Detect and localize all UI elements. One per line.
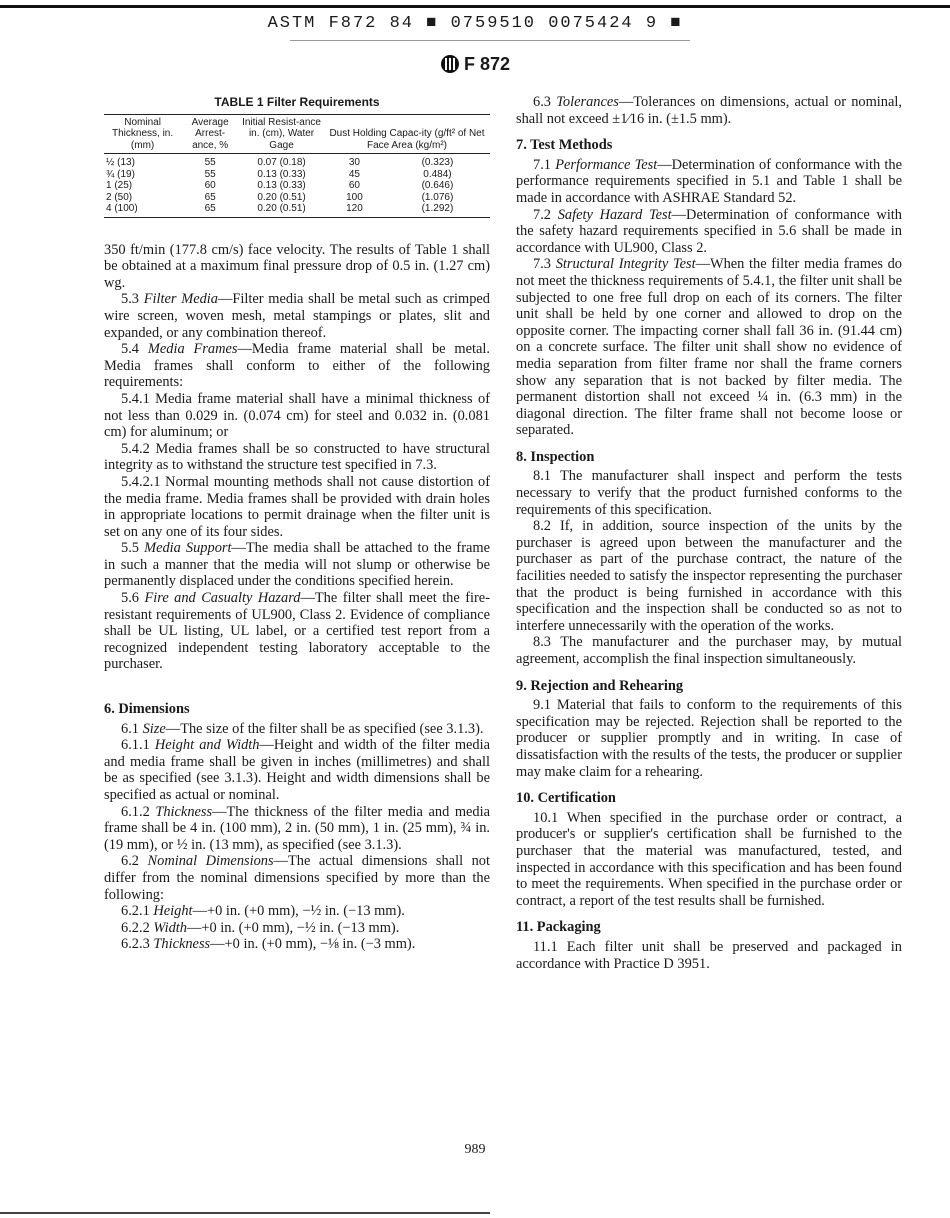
left-column [104,94,490,953]
table-cell: 60 [204,180,216,192]
para-5-5: 5.5 Media Support—The media shall be attached to the frame in such a manner that the media will not slump or otherwise be permanently displaced under the conditions specified herein. [104,540,490,590]
para-6-2-1: 6.2.1 Height—+0 in. (+0 mm), −½ in. (−13 mm). [121,903,405,920]
section-heading-packaging: 11. Packaging [516,919,601,936]
para-6-2-2: 6.2.2 Width—+0 in. (+0 mm), −½ in. (−13 mm). [121,919,400,936]
table-cell: 0.07 (0.18) [257,157,306,169]
section-heading-certification: 10. Certification [516,790,616,807]
section-heading-test-methods: 7. Test Methods [516,137,613,154]
header-rule [290,40,690,41]
para-7-3: 7.3 Structural Integrity Test—When the filter media frames do not meet the thickness requirements of 5.4.1, the filter unit shall be subjected to one free full drop on each of its corners. The filter unit shall be held by one corner and allowed to drop on the opposite corner. The impacting corner shall fall 36 in. (91.44 cm) on a concrete surface. The filter unit shall show no evidence of media separation from filter frame nor shall the frame corners show any separation that is not backed by filter media. The permanent distortion shall not exceed ¼ in. (6.3 mm) in the diagonal direction. The filter frame shall not become loose or separated. [516,256,902,439]
table-cell: 30 [348,157,360,169]
top-border-line [0,5,950,8]
table-cell: 55 [204,157,216,169]
para-6-1-1: 6.1.1 Height and Width—Height and width of the filter media and media frame shall be given in inches (millimetres) and shall be as specified (see 3.1.3). Height and width dimensions shall be specified as actual or nominal. [104,737,490,803]
table-cell: 65 [181,203,239,217]
table-cell: 55 [204,168,216,180]
para-8-3: 8.3 The manufacturer and the purchaser may, by mutual agreement, accomplish the final inspection simultaneously. [516,634,902,667]
right-column [516,94,902,972]
para-6-2-3: 6.2.3 Thickness—+0 in. (+0 mm), −⅛ in. (−3 mm). [121,936,416,953]
designation-row [0,54,950,75]
para-5-3: 5.3 Filter Media—Filter media shall be metal such as crimped wire screen, woven mesh, metal stampings or plates, slit and expanded, or any combination thereof. [104,291,491,341]
table-row [104,180,490,192]
para-11-1: 11.1 Each filter unit shall be preserved and packaged in accordance with Practice D 3951. [516,938,902,972]
filter-requirements-table [104,114,490,218]
table-cell: 65 [204,191,216,203]
table-cell: 60 [348,180,360,192]
table-header-cell: Dust Holding Capac-ity (g/ft² of Net Face Area (kg/m²) [324,114,490,154]
para-7-1: 7.1 Performance Test—Determination of conformance with the performance requirements specified in 5.1 and Table 1 shall be made in accordance with ASHRAE Standard 52. [516,156,902,206]
bottom-border-line [0,1212,490,1214]
para-6-3: 6.3 Tolerances—Tolerances on dimensions, actual or nominal, shall not exceed ±1⁄16 in. (±1.5 mm). [516,94,902,127]
designation: F 872 [463,54,511,74]
para-5-4-2: 5.4.2 Media frames shall be so constructed to have structural integrity as to withstand the structure test specified in 7.3. [104,440,490,474]
para-5-4: 5.4 Media Frames—Media frame material shall be metal. Media frames shall conform to either of the following requirements: [104,341,490,391]
table-cell: 4 (100) [104,203,181,217]
table-cell: (1.292) [385,203,490,217]
table-cell: (0.323) [421,157,454,169]
table-row [104,203,490,217]
para-6-1-2: 6.1.2 Thickness—The thickness of the filter media and media frame shall be 4 in. (100 mm), 2 in. (50 mm), 1 in. (25 mm), ¾ in. (19 mm), or ½ in. (13 mm), as specified (see 3.1.3). [104,803,490,853]
table-cell: 0.20 (0.51) [257,191,306,203]
header-code: ASTM F872 84 ■ 0759510 0075424 9 ■ [267,14,683,33]
table-caption: TABLE 1 Filter Requirements [214,95,380,109]
astm-logo-icon [440,54,460,74]
table-header-cell: Nominal Thickness, in. (mm) [104,114,181,154]
para-5-4-1: 5.4.1 Media frame material shall have a minimal thickness of not less than 0.029 in. (0.074 cm) for steel and 0.032 in. (0.081 cm) for aluminum; or [104,390,490,441]
para-9-1: 9.1 Material that fails to conform to the requirements of this specification may be rejected. Rejection shall be reported to the producer or supplier promptly and in writing. In case of dissatisfaction with the results of the tests, the producer or supplier may make claim for a rehearing. [516,697,902,780]
page-number: 989 [464,1142,486,1157]
para-7-2: 7.2 Safety Hazard Test—Determination of conformance with the safety hazard requirements specified in 5.6 shall be made in accordance with UL900, Class 2. [516,206,903,256]
para-10-1: 10.1 When specified in the purchase order or contract, a producer's or supplier's certification shall be furnished to the purchaser that the material was manufactured, tested, and inspected in accordance with this specification and has been found to meet the requirements. When specified in the purchase order or contract, a report of the test results shall be furnished. [516,809,902,909]
table-cell: 0.13 (0.33) [257,180,306,192]
section-heading-inspection: 8. Inspection [516,448,595,465]
table-header-cell: Initial Resist-ance in. (cm), Water Gage [239,114,324,154]
paragraph-continued: 350 ft/min (177.8 cm/s) face velocity. The results of Table 1 shall be obtained at a maximum final pressure drop of 0.5 in. (1.27 cm) wg. [104,241,490,291]
table-cell: 0.13 (0.33) [257,168,306,180]
table-row [104,192,490,204]
table-header-row [104,114,490,154]
table-cell: ¾ (19) [106,168,135,180]
para-6-2: 6.2 Nominal Dimensions—The actual dimensions shall not differ from the nominal dimensions specified by more than the following: [104,853,490,903]
table-cell: 45 [348,168,360,180]
table-cell: ½ (13) [106,157,135,169]
table-cell: (1.076) [421,191,454,203]
para-8-2: 8.2 If, in addition, source inspection of the units by the purchaser is agreed upon between the manufacturer and the purchaser as part of the purchase contract, the nature of the facilities needed to satisfy the inspector representing the purchaser that the product is being furnished in accordance with this specification and the inspection shall be conducted so as not to interfere unnecessarily with the operation of the works. [516,518,902,634]
table-row [104,169,490,181]
para-5-4-2-1: 5.4.2.1 Normal mounting methods shall not cause distortion of the media frame. Media frames shall be provided with drain holes in appropriate locations to permit drainage when the filter unit is set on any one of its four sides. [104,473,490,540]
table-cell: 100 [346,191,363,203]
table-row [104,154,490,169]
para-5-6: 5.6 Fire and Casualty Hazard—The filter shall meet the fire-resistant requirements of UL900, Class 2. Evidence of compliance shall be UL listing, UL label, or a certified test report from a recognized independent testing laboratory acceptable to the purchaser. [104,590,490,673]
table-cell: 2 (50) [106,191,133,203]
table-header-cell: Average Arrest-ance, % [181,114,239,154]
para-8-1: 8.1 The manufacturer shall inspect and perform the tests necessary to verify that the product furnished conforms to the requirements of this specification. [516,468,902,518]
section-heading-rejection: 9. Rejection and Rehearing [516,677,684,694]
table-cell: (0.646) [421,180,454,192]
table-cell: 1 (25) [106,180,133,192]
para-6-1: 6.1 Size—The size of the filter shall be as specified (see 3.1.3). [121,720,484,737]
table-cell: 0.484) [423,168,452,180]
table-cell: 0.20 (0.51) [239,203,324,217]
table-cell: 120 [324,203,385,217]
section-heading-dimensions: 6. Dimensions [104,701,190,718]
